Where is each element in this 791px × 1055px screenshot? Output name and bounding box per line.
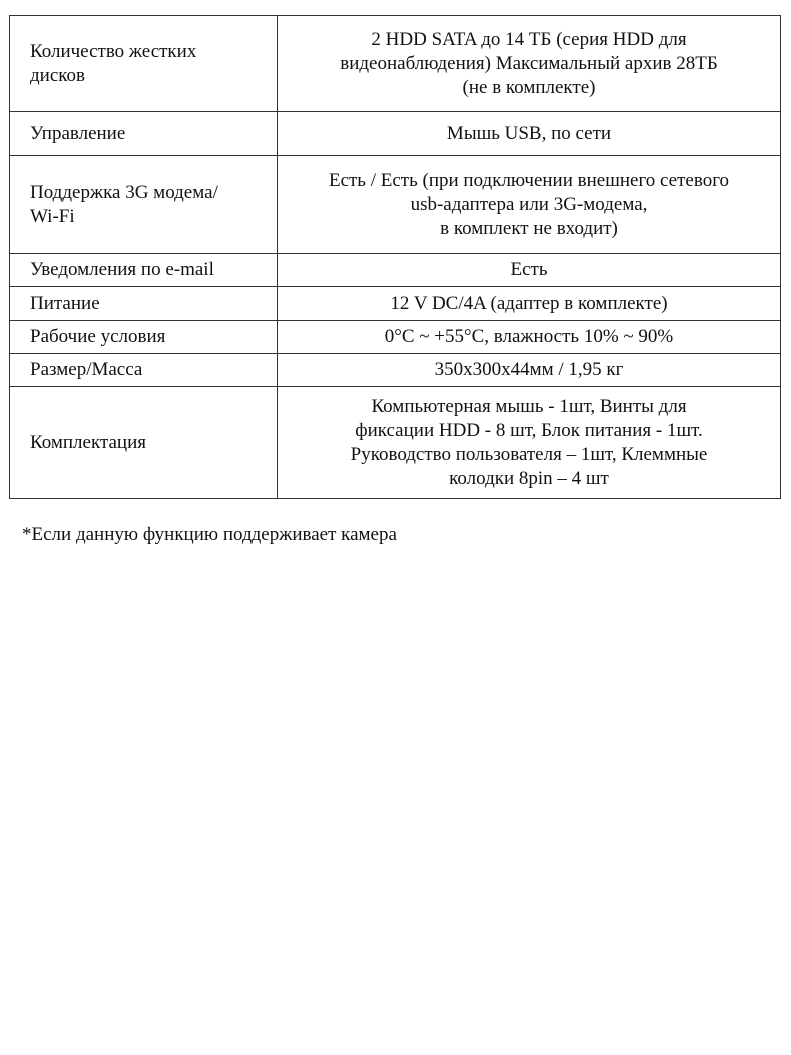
table-row — [10, 254, 781, 287]
row-label: Питание — [10, 287, 278, 321]
table-row — [10, 156, 781, 254]
table-row — [10, 387, 781, 499]
row-value: Компьютерная мышь - 1шт, Винты для фиксации HDD - 8 шт, Блок питания - 1шт. Руководство пользователя – 1шт, Клеммные колодки 8pin – 4 шт — [278, 387, 781, 499]
row-value: Мышь USB, по сети — [278, 112, 781, 156]
row-value: 2 HDD SATA до 14 ТБ (серия HDD для видеонаблюдения) Максимальный архив 28ТБ (не в комплекте) — [278, 16, 781, 112]
table-row — [10, 321, 781, 354]
table-row — [10, 112, 781, 156]
row-value: 0°C ~ +55°C, влажность 10% ~ 90% — [278, 321, 781, 354]
row-label: Комплектация — [10, 387, 278, 499]
row-value: 350x300x44мм / 1,95 кг — [278, 354, 781, 387]
table-row — [10, 16, 781, 112]
row-value: Есть / Есть (при подключении внешнего сетевого usb-адаптера или 3G-модема, в комплект не входит) — [278, 156, 781, 254]
spec-table — [9, 15, 781, 499]
row-label: Размер/Масса — [10, 354, 278, 387]
row-label: Уведомления по e-mail — [10, 254, 278, 287]
row-value: Есть — [278, 254, 781, 287]
row-label: Рабочие условия — [10, 321, 278, 354]
row-label: Управление — [10, 112, 278, 156]
table-row — [10, 287, 781, 321]
table-row — [10, 354, 781, 387]
footnote: *Если данную функцию поддерживает камера — [22, 524, 397, 545]
row-value: 12 V DC/4A (адаптер в комплекте) — [278, 287, 781, 321]
row-label: Количество жестких дисков — [10, 16, 278, 112]
row-label: Поддержка 3G модема/ Wi-Fi — [10, 156, 278, 254]
